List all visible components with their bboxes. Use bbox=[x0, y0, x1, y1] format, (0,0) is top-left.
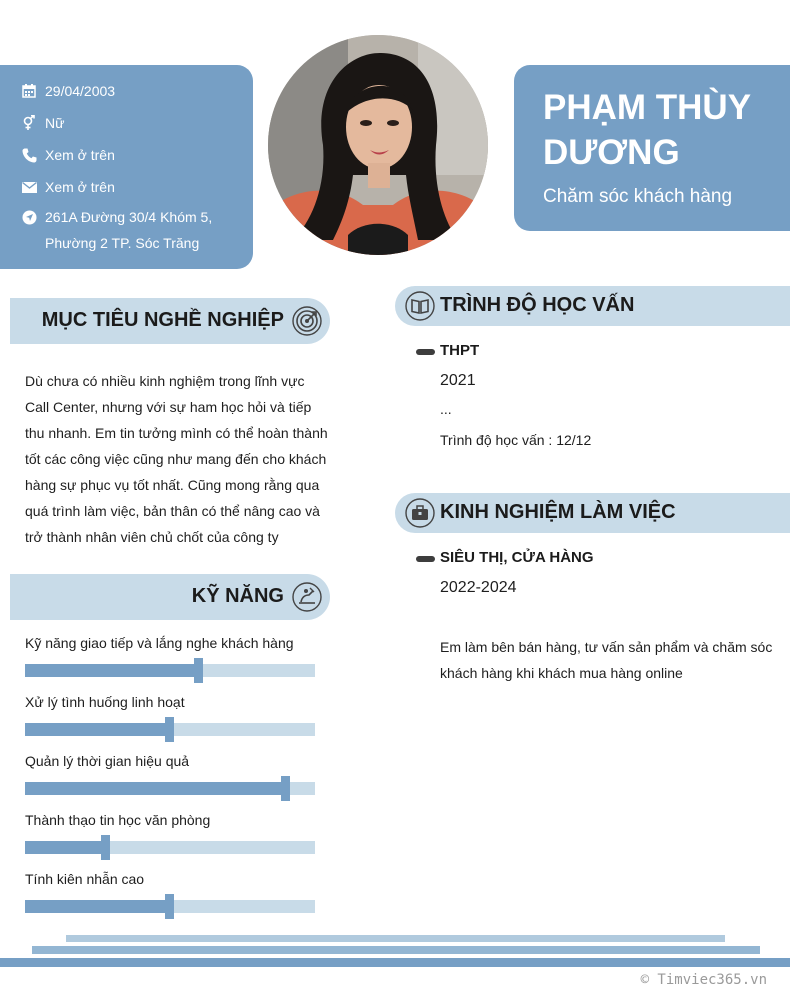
experience-description: Em làm bên bán hàng, tư vấn sản phẩm và chăm sóc khách hàng khi khách mua hàng online bbox=[440, 639, 773, 681]
education-title: TRÌNH ĐỘ HỌC VẤN bbox=[440, 294, 635, 316]
skills-title: KỸ NĂNG bbox=[191, 585, 284, 607]
skill-bar bbox=[25, 664, 315, 677]
contact-email bbox=[20, 179, 230, 200]
decor-line bbox=[66, 935, 725, 942]
decor-line bbox=[0, 958, 790, 967]
skill-bar-fill bbox=[25, 782, 286, 795]
contact-gender bbox=[20, 115, 230, 136]
skill-bar bbox=[25, 900, 315, 913]
objective-title: MỤC TIÊU NGHỀ NGHIỆP bbox=[41, 309, 284, 331]
mail-icon bbox=[20, 179, 38, 195]
decor-line bbox=[32, 946, 760, 954]
skill-bar bbox=[25, 841, 315, 854]
email-value: Xem ở trên bbox=[45, 179, 115, 195]
book-icon bbox=[405, 291, 435, 321]
education-header bbox=[395, 286, 790, 326]
gender-icon bbox=[20, 115, 38, 131]
skill-bar-fill bbox=[25, 723, 170, 736]
skill-label: Xử lý tình huống linh hoạt bbox=[25, 694, 185, 710]
calendar-icon bbox=[20, 83, 38, 99]
name-panel bbox=[514, 65, 790, 231]
job-title: Chăm sóc khách hàng bbox=[543, 186, 733, 207]
skill-label: Tính kiên nhẫn cao bbox=[25, 871, 145, 887]
dob-value: 29/04/2003 bbox=[45, 83, 116, 99]
skill-label: Quản lý thời gian hiệu quả bbox=[25, 753, 190, 769]
skill-bar bbox=[25, 723, 315, 736]
contact-panel bbox=[0, 65, 253, 269]
location-icon bbox=[20, 209, 38, 225]
company-name: SIÊU THỊ, CỬA HÀNG bbox=[440, 549, 594, 566]
skill-label: Kỹ năng giao tiếp và lắng nghe khách hàng bbox=[25, 635, 294, 651]
objective-header bbox=[10, 298, 330, 344]
skill-bar-fill bbox=[25, 841, 106, 854]
experience-header bbox=[395, 493, 790, 533]
contact-dob bbox=[20, 83, 230, 104]
skill-bar-fill bbox=[25, 900, 170, 913]
watermark: © Timviec365.vn bbox=[640, 972, 767, 988]
contact-address bbox=[20, 209, 230, 256]
gender-value: Nữ bbox=[45, 115, 65, 131]
phone-icon bbox=[20, 147, 38, 163]
education-year: 2021 bbox=[440, 372, 476, 389]
experience-title: KINH NGHIỆM LÀM VIỆC bbox=[440, 501, 676, 523]
skill-bar-fill bbox=[25, 664, 199, 677]
skills-icon bbox=[292, 582, 322, 612]
skill-bar bbox=[25, 782, 315, 795]
skill-bar-knob bbox=[281, 776, 290, 801]
education-detail: Trình độ học vấn : 12/12 bbox=[440, 432, 592, 448]
skills-header bbox=[10, 574, 330, 620]
skill-bar-knob bbox=[194, 658, 203, 683]
objective-text: Dù chưa có nhiều kinh nghiệm trong lĩnh vực Call Center, nhưng với sự ham học hỏi và tiếp thu nhanh. Em tin tưởng mình có thể hoàn thành tốt các công việc cũng như mang đến cho khách hàng sự phục vụ tốt nhất. Cũng mong rằng qua quá trình làm việc, bản thân có thể nâng cao và trở thành nhân viên chủ chốt của công ty bbox=[25, 373, 328, 545]
full-name: PHẠM THÙY DƯƠNG bbox=[543, 88, 751, 172]
address-value: 261A Đường 30/4 Khóm 5, Phường 2 TP. Sóc Trăng bbox=[45, 209, 213, 251]
briefcase-icon bbox=[405, 498, 435, 528]
bullet-dash bbox=[416, 556, 435, 562]
skill-bar-knob bbox=[165, 894, 174, 919]
avatar bbox=[268, 35, 488, 255]
school-name: THPT bbox=[440, 342, 480, 359]
skill-label: Thành thạo tin học văn phòng bbox=[25, 812, 211, 828]
skill-bar-knob bbox=[101, 835, 110, 860]
bullet-dash bbox=[416, 349, 435, 355]
skill-bar-knob bbox=[165, 717, 174, 742]
contact-phone bbox=[20, 147, 230, 168]
target-icon bbox=[292, 306, 322, 336]
education-note: ... bbox=[440, 401, 452, 417]
phone-value: Xem ở trên bbox=[45, 147, 115, 163]
experience-period: 2022-2024 bbox=[440, 579, 517, 596]
